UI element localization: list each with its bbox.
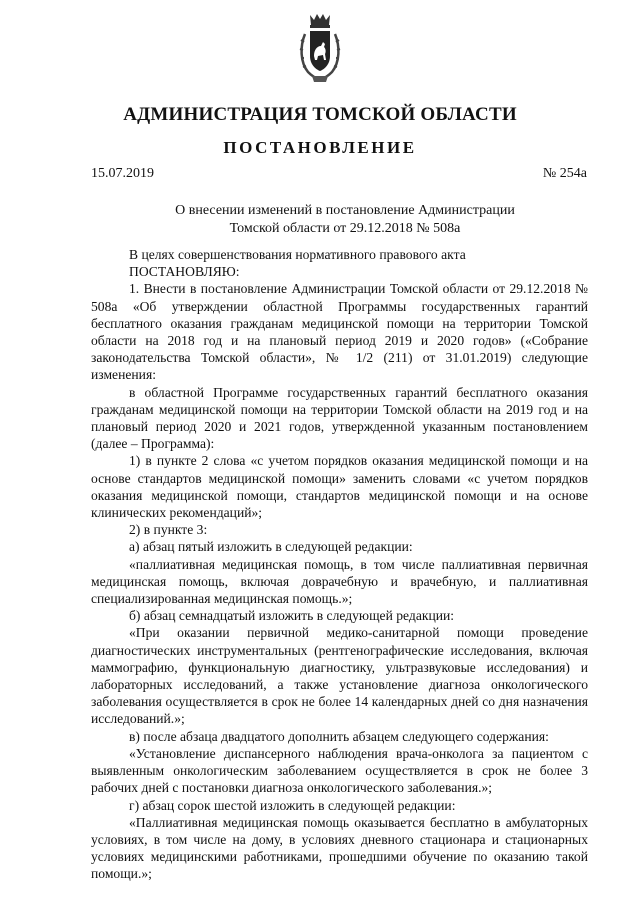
- document-type-title: ПОСТАНОВЛЕНИЕ: [223, 138, 417, 157]
- paragraph-preamble: В целях совершенствования нормативного правового акта: [129, 247, 466, 262]
- coat-of-arms-icon: [298, 12, 342, 86]
- paragraph-resolve: ПОСТАНОВЛЯЮ:: [129, 264, 240, 280]
- paragraph: в областной Программе государственных гарантий бесплатного оказания гражданам медицинской помощи на территории Томской области на 2019 год и на плановый период 2020 и 2021 годов, утвержденной указанным постановлением (далее – Программа):: [91, 384, 588, 452]
- paragraph: «При оказании первичной медико-санитарной помощи проведение диагностических инструментальных (рентгенографические исследования, включая маммографию, функциональную диагностику, ультразвуковые исследования) и лабораторных исследований, а также установление диагноза онкологического заболевания осуществляется в срок не более 14 календарных дней со дня назначения исследований.»;: [91, 625, 588, 727]
- paragraph: «Паллиативная медицинская помощь оказывается бесплатно в амбулаторных условиях, в том числе на дому, в условиях дневного стационара и стационарных условиях медицинскими работниками, прошедшими обучение по оказанию такой помощи.»;: [91, 814, 588, 882]
- paragraph: б) абзац семнадцатый изложить в следующей редакции:: [129, 608, 455, 624]
- paragraph: «Установление диспансерного наблюдения врача-онколога за пациентом с выявленным онкологическим заболеванием осуществляется в срок не более 3 рабочих дней с постановки диагноза онкологического заболевания.»;: [91, 745, 588, 796]
- paragraph-item-1: 1. Внести в постановление Администрации Томской области от 29.12.2018 № 508а «Об утверждении областной Программы государственных гарантий бесплатного оказания гражданам медицинской помощи на территории Томской области на 2018 год и на плановый период 2019 и 2020 годов» («Собрание законодательства Томской области», № 1/2 (211) от 31.01.2019) следующие изменения:: [91, 281, 588, 383]
- subject-line: О внесении изменений в постановление Администрации: [175, 203, 515, 218]
- paragraph: 1) в пункте 2 слова «с учетом порядков оказания медицинской помощи и на основе стандартов медицинской помощи» заменить словами «с учетом порядков оказания медицинской помощи, стандартов медицинской помощи и на основе клинических рекомендаций»;: [91, 453, 588, 521]
- organization-title: АДМИНИСТРАЦИЯ ТОМСКОЙ ОБЛАСТИ: [123, 104, 517, 125]
- paragraph: а) абзац пятый изложить в следующей редакции:: [129, 539, 413, 555]
- document-number: № 254а: [542, 166, 587, 181]
- document-subject: [0, 202, 640, 238]
- paragraph: «паллиативная медицинская помощь, в том числе паллиативная первичная медицинская помощь, включая доврачебную и врачебную, и паллиативная специализированная медицинская помощь.»;: [91, 556, 588, 607]
- document-date: 15.07.2019: [91, 166, 154, 181]
- subject-line: Томской области от 29.12.2018 № 508а: [229, 221, 461, 236]
- paragraph: 2) в пункте 3:: [129, 522, 208, 538]
- document-body: [91, 246, 588, 883]
- paragraph: в) после абзаца двадцатого дополнить абзацем следующего содержания:: [129, 728, 549, 744]
- paragraph: г) абзац сорок шестой изложить в следующей редакции:: [129, 797, 456, 813]
